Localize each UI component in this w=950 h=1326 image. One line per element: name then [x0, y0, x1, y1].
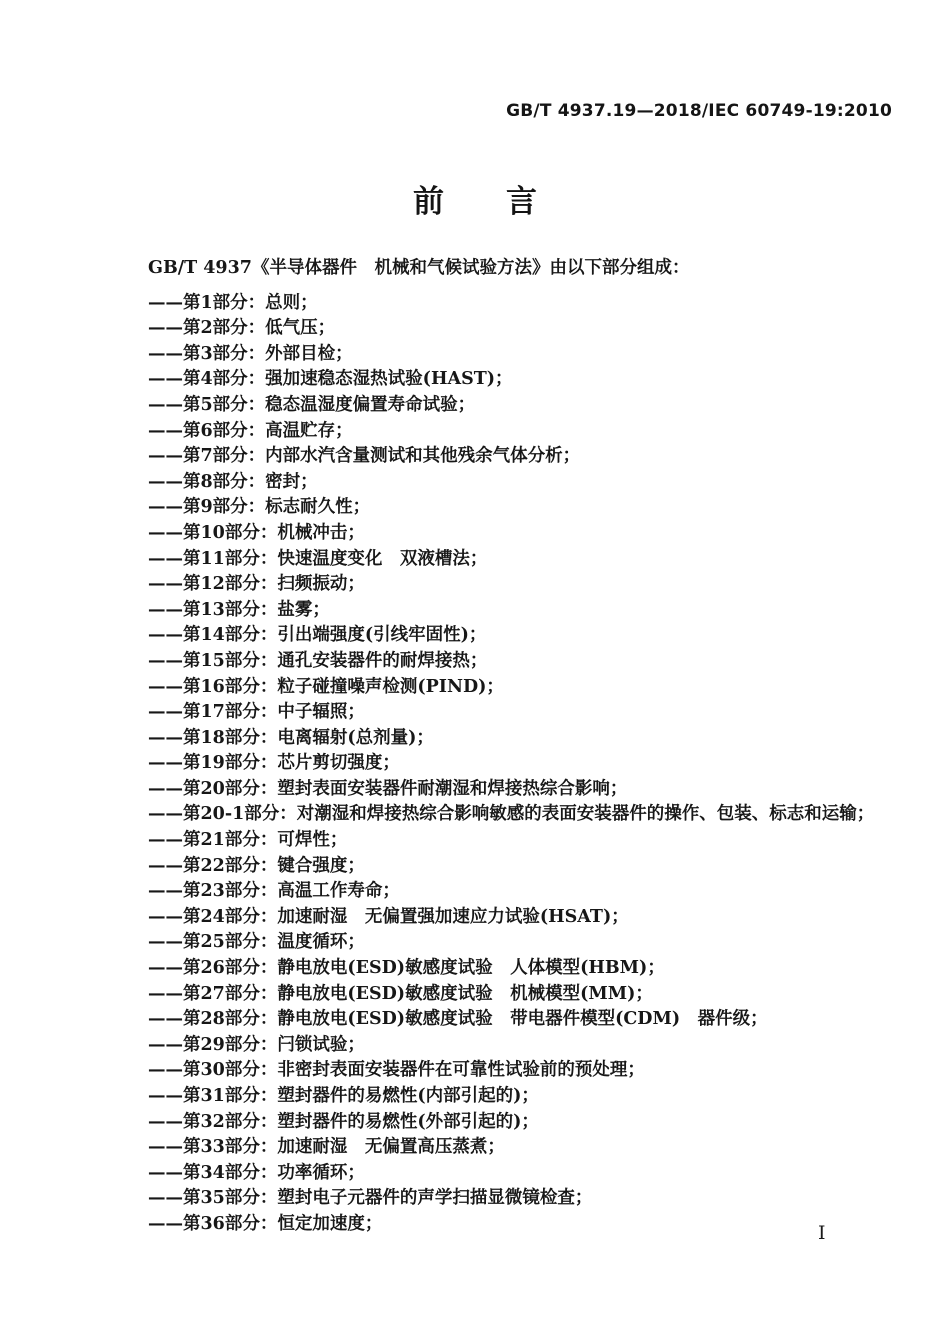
list-item: ——第33部分：加速耐湿 无偏置高压蒸煮； — [148, 1137, 505, 1158]
list-item: ——第35部分：塑封电子元器件的声学扫描显微镜检查； — [148, 1188, 593, 1209]
list-item: ——第20部分：塑封表面安装器件耐潮湿和焊接热综合影响； — [148, 778, 628, 799]
list-item: ——第34部分：功率循环； — [148, 1162, 365, 1183]
list-item: ——第5部分：稳态温湿度偏置寿命试验； — [148, 394, 476, 415]
list-item: ——第22部分：键合强度； — [148, 855, 365, 876]
list-item: ——第9部分：标志耐久性； — [148, 497, 371, 518]
list-item: ——第15部分：通孔安装器件的耐焊接热； — [148, 650, 488, 671]
list-item: ——第25部分：温度循环； — [148, 932, 365, 953]
list-item: ——第20-1部分：对潮湿和焊接热综合影响敏感的表面安装器件的操作、包装、标志和运输； — [148, 804, 875, 825]
list-item: ——第19部分：芯片剪切强度； — [148, 753, 400, 774]
list-item: ——第27部分：静电放电(ESD)敏感度试验 机械模型(MM)； — [148, 983, 653, 1004]
list-item: ——第4部分：强加速稳态湿热试验(HAST)； — [148, 369, 513, 390]
list-item: ——第21部分：可焊性； — [148, 830, 348, 851]
list-item: ——第8部分：密封； — [148, 471, 318, 492]
page-title: 前 言 — [413, 184, 537, 220]
list-item: ——第3部分：外部目检； — [148, 343, 353, 364]
list-item: ——第1部分：总则； — [148, 292, 318, 313]
list-item: ——第28部分：静电放电(ESD)敏感度试验 带电器件模型(CDM) 器件级； — [148, 1009, 768, 1030]
list-item: ——第31部分：塑封器件的易燃性(内部引起的)； — [148, 1086, 539, 1106]
list-item: ——第13部分：盐雾； — [148, 599, 330, 620]
list-item: ——第10部分：机械冲击； — [148, 522, 365, 543]
intro-sentence: GB/T 4937《半导体器件 机械和气候试验方法》由以下部分组成： — [148, 258, 690, 278]
parts-list — [148, 291, 888, 1238]
list-item: ——第7部分：内部水汽含量测试和其他残余气体分析； — [148, 446, 581, 467]
list-item: ——第6部分：高温贮存； — [148, 420, 353, 441]
list-item: ——第17部分：中子辐照； — [148, 702, 365, 723]
list-item: ——第26部分：静电放电(ESD)敏感度试验 人体模型(HBM)； — [148, 958, 665, 979]
list-item: ——第23部分：高温工作寿命； — [148, 881, 400, 902]
list-item: ——第36部分：恒定加速度； — [148, 1213, 383, 1234]
list-item: ——第14部分：引出端强度(引线牢固性)； — [148, 625, 487, 646]
list-item: ——第16部分：粒子碰撞噪声检测(PIND)； — [148, 676, 504, 697]
list-item: ——第18部分：电离辐射(总剂量)； — [148, 727, 434, 748]
standard-number-header: GB/T 4937.19—2018/IEC 60749-19:2010 — [506, 101, 892, 121]
list-item: ——第29部分：闩锁试验； — [148, 1034, 365, 1055]
list-item: ——第24部分：加速耐湿 无偏置强加速应力试验(HSAT)； — [148, 906, 629, 927]
page-number: I — [818, 1222, 826, 1244]
list-item: ——第2部分：低气压； — [148, 318, 336, 339]
list-item: ——第30部分：非密封表面安装器件在可靠性试验前的预处理； — [148, 1060, 645, 1081]
list-item: ——第32部分：塑封器件的易燃性(外部引起的)； — [148, 1111, 539, 1132]
list-item: ——第12部分：扫频振动； — [148, 574, 365, 595]
list-item: ——第11部分：快速温度变化 双液槽法； — [148, 548, 488, 569]
foreword-content — [148, 256, 888, 1238]
